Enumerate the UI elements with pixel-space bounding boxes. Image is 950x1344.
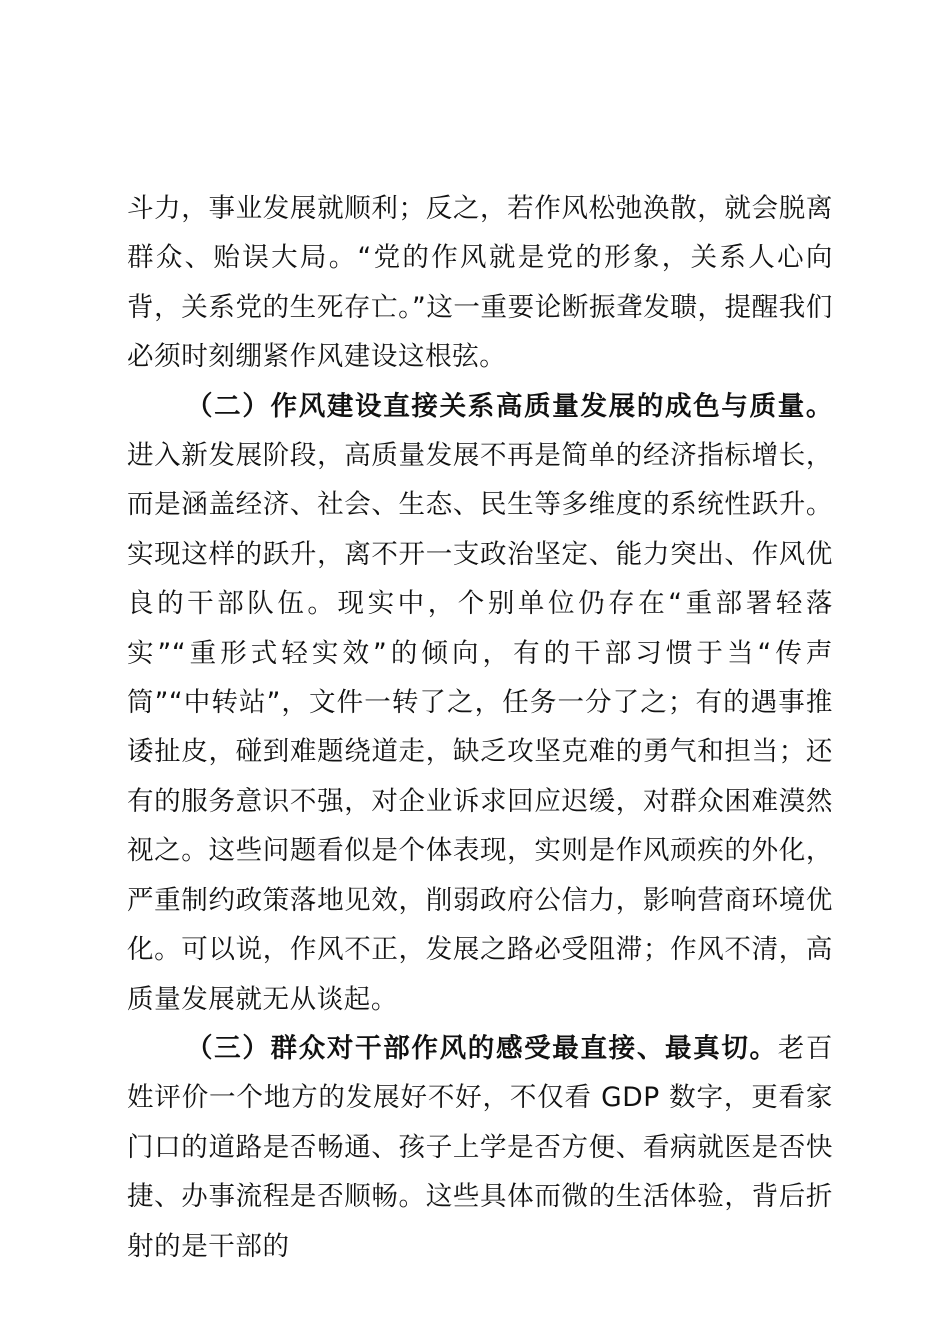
section-heading-3: （三）群众对干部作风的感受最直接、最真切。: [186, 1032, 778, 1064]
document-page: [127, 184, 833, 1271]
paragraph-text: 斗力，事业发展就顺利；反之，若作风松弛涣散，就会脱离群众、贻误大局。“党的作风就是党的形象，关系人心向背，关系党的生死存亡。”这一重要论断振聋发聩，提醒我们必须时刻绷紧作风建设这根弦。: [127, 193, 833, 373]
paragraph-text: 进入新发展阶段，高质量发展不再是简单的经济指标增长，而是涵盖经济、社会、生态、民生等多维度的系统性跃升。实现这样的跃升，离不开一支政治坚定、能力突出、作风优良的干部队伍。现实中，个别单位仍存在“重部署轻落实”“重形式轻实效”的倾向，有的干部习惯于当“传声筒”“中转站”，文件一转了之，任务一分了之；有的遇事推诿扯皮，碰到难题绕道走，缺乏攻坚克难的勇气和担当；还有的服务意识不强，对企业诉求回应迟缓，对群众困难漠然视之。这些问题看似是个体表现，实则是作风顽疾的外化，严重制约政策落地见效，削弱政府公信力，影响营商环境优化。可以说，作风不正，发展之路必受阻滞；作风不清，高质量发展就无从谈起。: [127, 440, 833, 1015]
paragraph-section-3: [127, 1024, 833, 1271]
paragraph-continued: [127, 184, 833, 382]
paragraph-section-2: [127, 382, 833, 1024]
section-heading-2: （二）作风建设直接关系高质量发展的成色与质量。: [186, 390, 833, 422]
paragraph-text: 老百姓评价一个地方的发展好不好，不仅看 GDP 数字，更看家门口的道路是否畅通、孩子上学是否方便、看病就医是否快捷、办事流程是否顺畅。这些具体而微的生活体验，背后折射的是干部的: [127, 1032, 833, 1262]
